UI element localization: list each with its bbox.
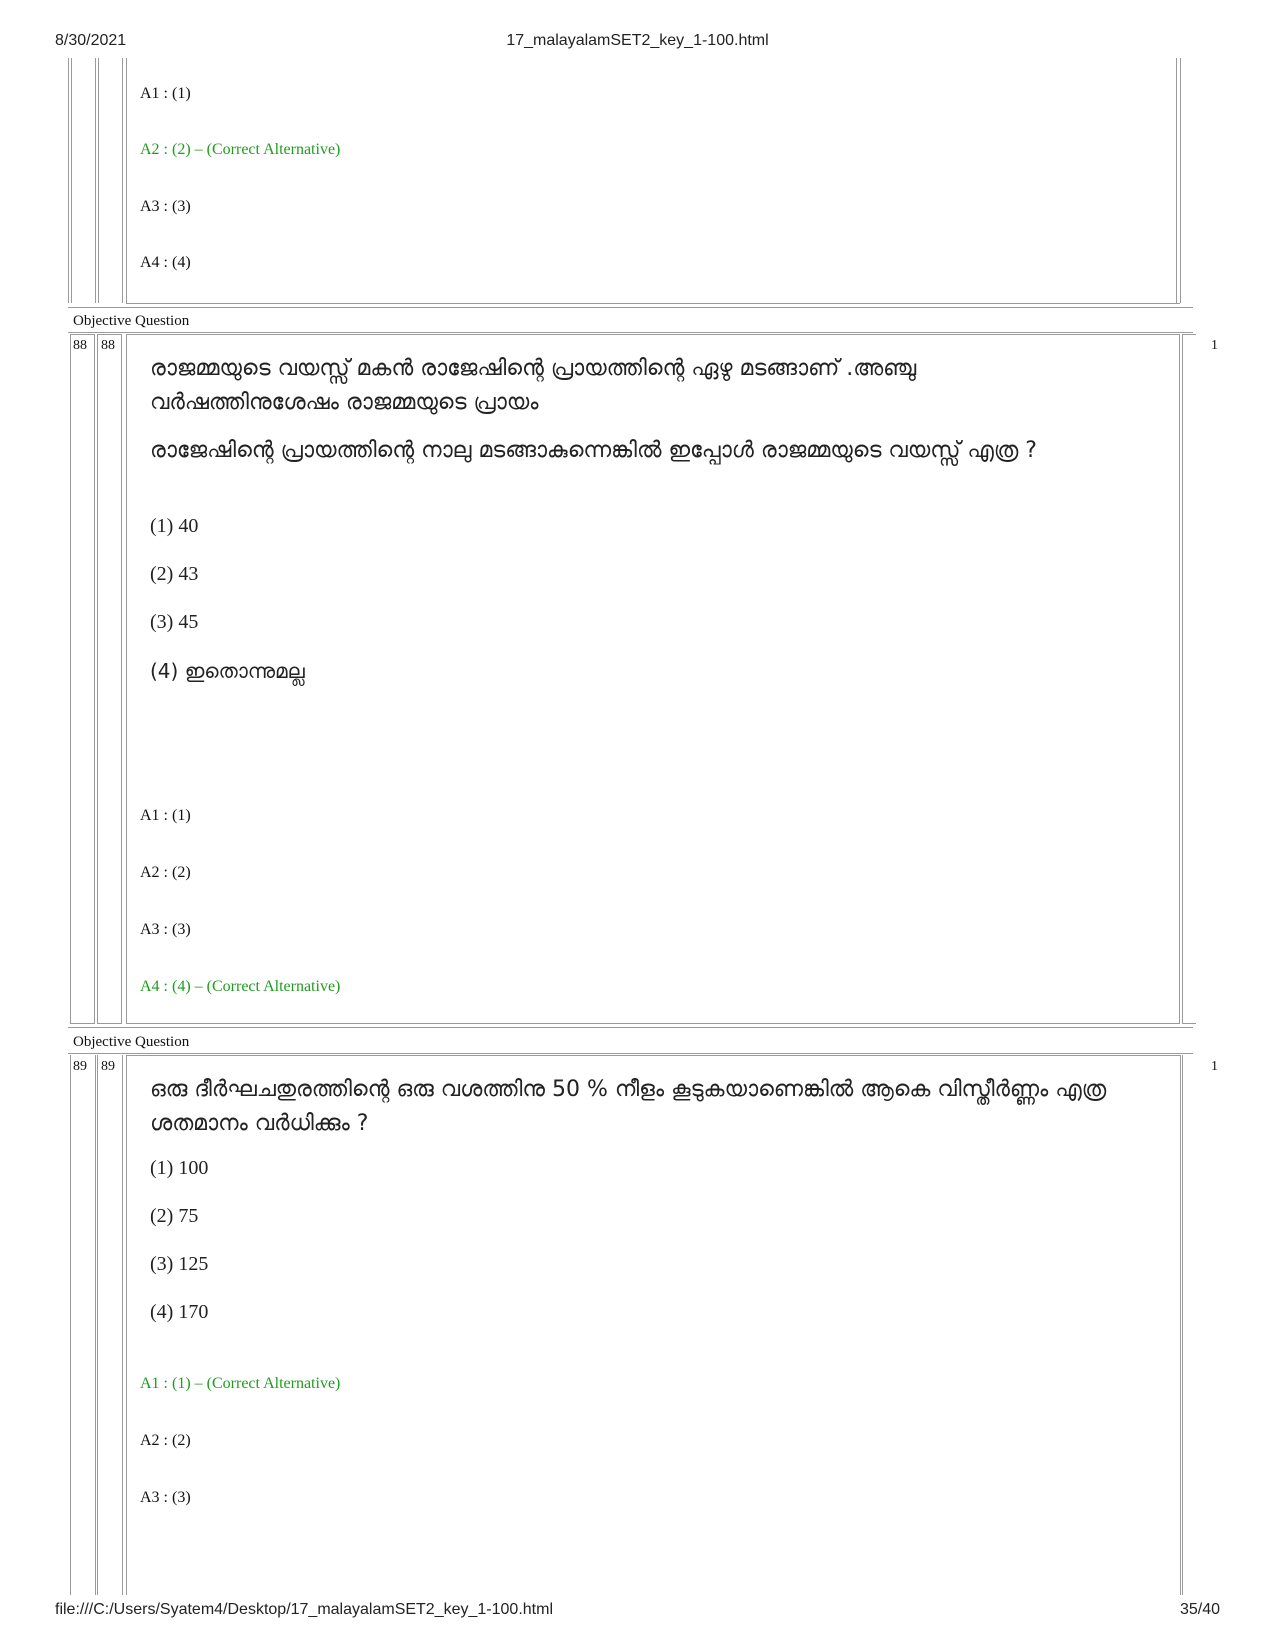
option-3: (3) 125 [150, 1253, 209, 1275]
answer-4-correct: A4 : (4) – (Correct Alternative) [140, 978, 341, 995]
prev-answer-1: A1 : (1) [140, 85, 191, 102]
prev-answer-3: A3 : (3) [140, 198, 191, 215]
question-type-label: Objective Question [73, 1034, 190, 1050]
question-mark: 1 [1211, 338, 1218, 353]
prev-answer-2-correct: A2 : (2) – (Correct Alternative) [140, 141, 341, 158]
question-id: 88 [101, 338, 115, 353]
option-4: (4) 170 [150, 1301, 209, 1323]
print-title: 17_malayalamSET2_key_1-100.html [506, 32, 769, 49]
answer-2: A2 : (2) [140, 864, 191, 881]
question-id: 89 [101, 1059, 115, 1074]
question-text: ഒരു ദീർഘചതുരത്തിന്റെ ഒരു വശത്തിനു 50 % നീളം കൂടുകയാണെങ്കിൽ ആകെ വിസ്തീർണ്ണം എത്ര ശതമാനം വർധിക്കും ? [150, 1077, 1107, 1136]
option-2: (2) 75 [150, 1205, 199, 1227]
option-1: (1) 100 [150, 1157, 209, 1179]
question-text-line-1: രാജമ്മയുടെ വയസ്സ് മകൻ രാജേഷിന്റെ പ്രായത്തിന്റെ ഏഴു മടങ്ങാണ് .അഞ്ചു വർഷത്തിനുശേഷം രാജമ്മയുടെ പ്രായം [150, 356, 917, 415]
question-mark: 1 [1211, 1059, 1218, 1074]
question-text-line-2: രാജേഷിന്റെ പ്രായത്തിന്റെ നാലു മടങ്ങാകുന്നെങ്കിൽ ഇപ്പോൾ രാജമ്മയുടെ വയസ്സ് എത്ര ? [150, 438, 1037, 463]
question-number: 88 [73, 338, 87, 353]
answer-1-correct: A1 : (1) – (Correct Alternative) [140, 1375, 341, 1392]
option-2: (2) 43 [150, 563, 199, 585]
answer-3: A3 : (3) [140, 921, 191, 938]
option-1: (1) 40 [150, 515, 199, 537]
option-3: (3) 45 [150, 611, 199, 633]
print-file-path: file:///C:/Users/Syatem4/Desktop/17_malayalamSET2_key_1-100.html [55, 1601, 553, 1618]
prev-answer-4: A4 : (4) [140, 254, 191, 271]
answer-3: A3 : (3) [140, 1489, 191, 1506]
print-date: 8/30/2021 [55, 32, 127, 49]
answer-1: A1 : (1) [140, 807, 191, 824]
answer-2: A2 : (2) [140, 1432, 191, 1449]
question-number: 89 [73, 1059, 87, 1074]
option-4: (4) ഇതൊന്നുമല്ല [150, 659, 305, 683]
print-page-number: 35/40 [1179, 1601, 1220, 1618]
question-type-label: Objective Question [73, 313, 190, 329]
